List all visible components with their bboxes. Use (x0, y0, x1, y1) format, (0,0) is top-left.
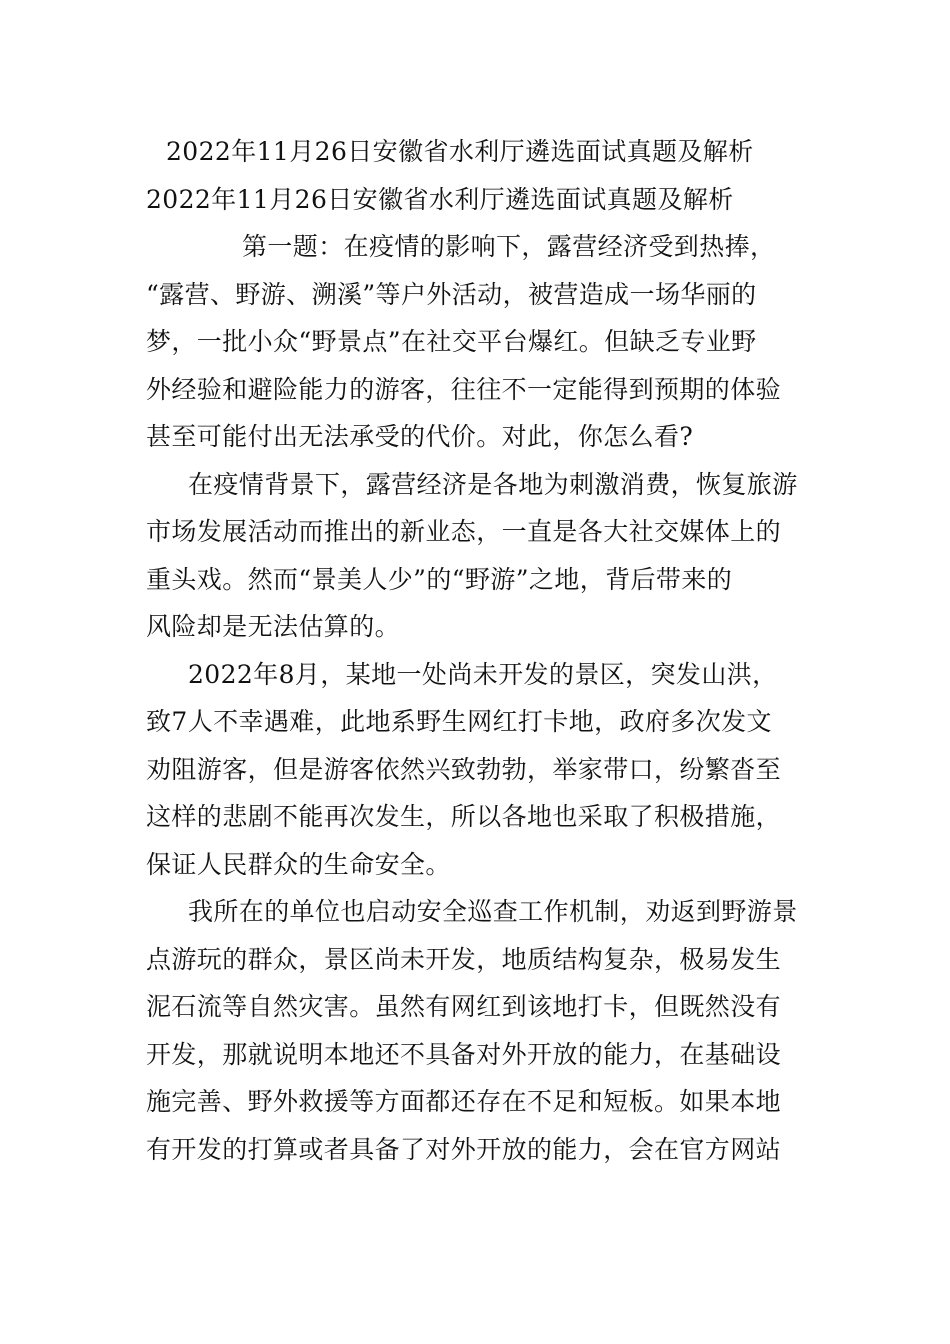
paragraph-line: 我所在的单位也启动安全巡查工作机制，劝返到野游景 (188, 897, 798, 926)
paragraph-line: 在疫情背景下，露营经济是各地为刺激消费，恢复旅游 (188, 469, 798, 499)
paragraph-line: 劝阻游客，但是游客依然兴致勃勃，举家带口，纷繁沓至 (146, 754, 782, 784)
paragraph-line: 致7人不幸遇难，此地系野生网红打卡地，政府多次发文 (146, 707, 772, 736)
question-line: 梦，一批小众“野景点”在社交平台爆红。但缺乏专业野 (146, 327, 757, 356)
paragraph-line: 点游玩的群众，景区尚未开发，地质结构复杂，极易发生 (146, 944, 782, 974)
paragraph-line: 2022年8月，某地一处尚未开发的景区，突发山洪， (188, 659, 778, 689)
document-title: 2022年11月26日安徽省水利厅遴选面试真题及解析 (166, 137, 754, 166)
paragraph-line: 开发，那就说明本地还不具备对外开放的能力，在基础设 (146, 1039, 782, 1069)
paragraph-line: 这样的悲剧不能再次发生，所以各地也采取了积极措施， (146, 802, 782, 831)
question-line: 甚至可能付出无法承受的代价。对此，你怎么看? (146, 422, 694, 451)
paragraph-line: 风险却是无法估算的。 (146, 612, 401, 641)
document-body (146, 128, 810, 1173)
paragraph-line: 泥石流等自然灾害。虽然有网红到该地打卡，但既然没有 (146, 992, 782, 1021)
paragraph-line: 重头戏。然而“景美人少”的“野游”之地，背后带来的 (146, 564, 733, 594)
question-line: 外经验和避险能力的游客，往往不一定能得到预期的体验 (146, 374, 782, 404)
paragraph-line: 有开发的打算或者具备了对外开放的能力，会在官方网站 (146, 1134, 782, 1164)
paragraph-line: 市场发展活动而推出的新业态，一直是各大社交媒体上的 (146, 517, 782, 546)
paragraph-line: 保证人民群众的生命安全。 (146, 849, 451, 879)
question-line: 第一题：在疫情的影响下，露营经济受到热捧， (242, 232, 776, 261)
paragraph-line: 施完善、野外救援等方面都还存在不足和短板。如果本地 (146, 1087, 782, 1116)
document-title-repeat: 2022年11月26日安徽省水利厅遴选面试真题及解析 (146, 184, 734, 214)
question-line: “露营、野游、溯溪”等户外活动，被营造成一场华丽的 (146, 279, 757, 309)
